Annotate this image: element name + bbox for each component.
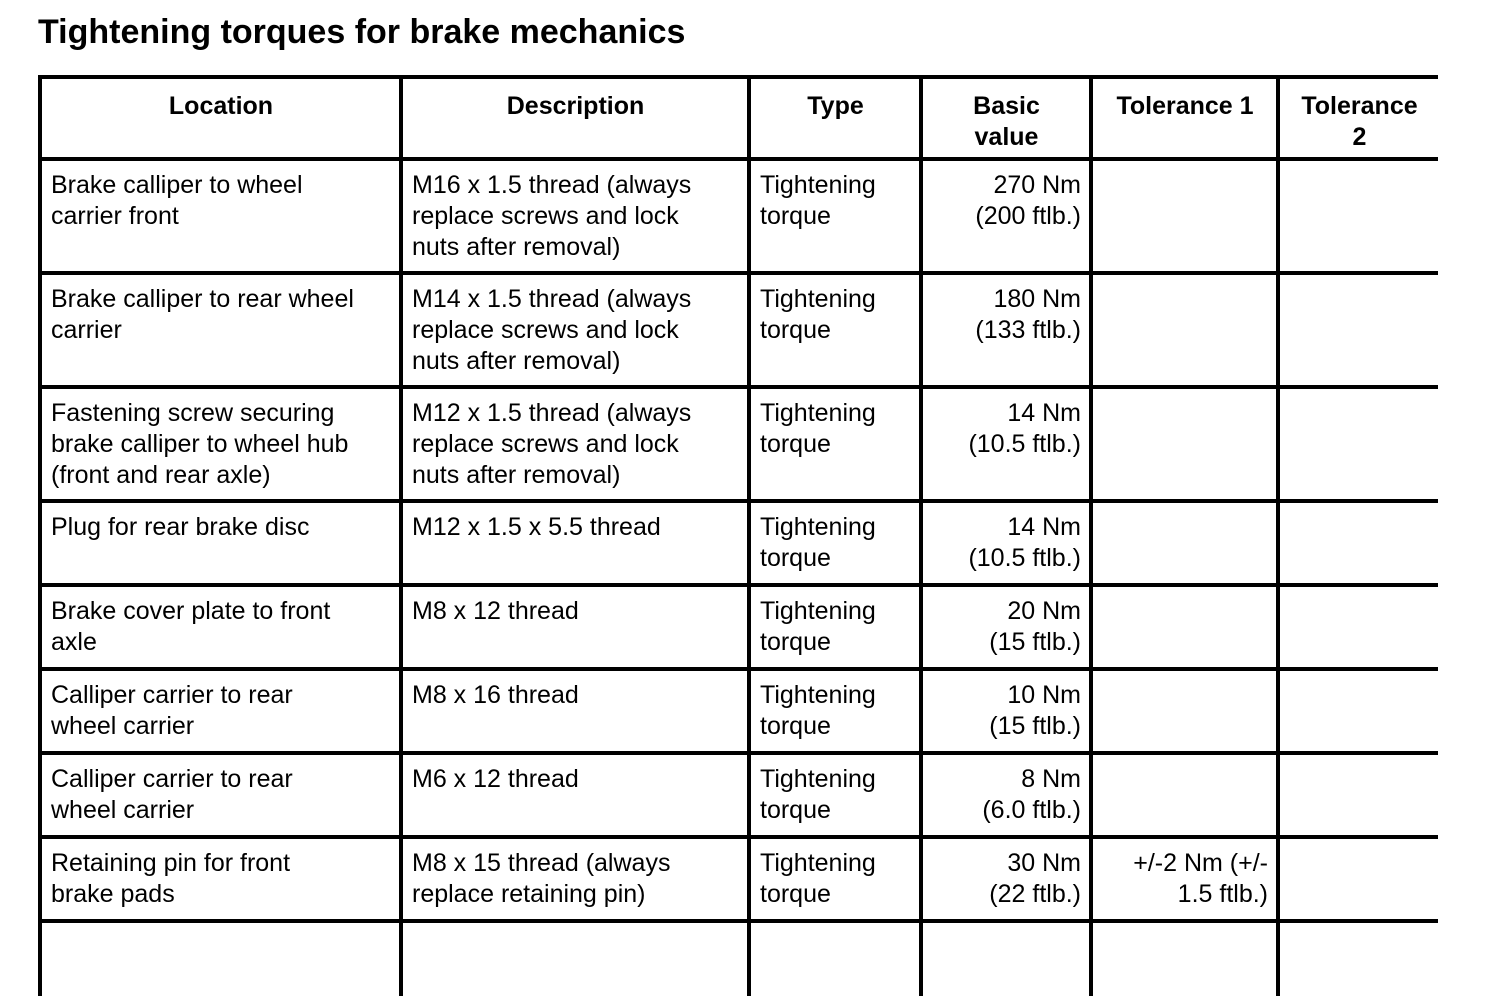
cell-line: Tightening bbox=[760, 171, 876, 199]
cell-description bbox=[401, 159, 749, 273]
table-row bbox=[40, 501, 1438, 585]
cell-tolerance-1 bbox=[1091, 837, 1278, 921]
table-row bbox=[40, 669, 1438, 753]
cell-empty bbox=[921, 921, 1091, 996]
cell-line: nuts after removal) bbox=[412, 347, 621, 375]
cell-type bbox=[749, 837, 921, 921]
cell-location bbox=[40, 669, 401, 753]
cell-basic-value bbox=[921, 753, 1091, 837]
cell-line: M16 x 1.5 thread (always bbox=[412, 171, 692, 199]
cell-line: 14 Nm bbox=[1007, 399, 1081, 427]
cell-type bbox=[749, 753, 921, 837]
header-tolerance-2 bbox=[1278, 77, 1438, 159]
cell-location bbox=[40, 837, 401, 921]
cell-line: Brake calliper to rear wheel bbox=[51, 285, 354, 313]
cell-line: Calliper carrier to rear bbox=[51, 765, 293, 793]
cell-line: 1.5 ftlb.) bbox=[1177, 880, 1268, 908]
cell-description bbox=[401, 501, 749, 585]
cell-line: 14 Nm bbox=[1007, 513, 1081, 541]
cell-line: (22 ftlb.) bbox=[989, 880, 1081, 908]
header-basic-value-line: Basic bbox=[973, 92, 1040, 120]
cell-line: M8 x 15 thread (always bbox=[412, 849, 671, 877]
cell-line: wheel carrier bbox=[51, 796, 195, 824]
cell-line: (front and rear axle) bbox=[51, 461, 271, 489]
cell-type bbox=[749, 387, 921, 501]
cell-line: 10 Nm bbox=[1007, 681, 1081, 709]
cell-line: M6 x 12 thread bbox=[412, 765, 579, 793]
cell-line: +/-2 Nm (+/- bbox=[1133, 849, 1268, 877]
cell-basic-value bbox=[921, 501, 1091, 585]
cell-type bbox=[749, 159, 921, 273]
torque-table bbox=[38, 75, 1438, 996]
cell-description bbox=[401, 585, 749, 669]
cell-line: Brake cover plate to front bbox=[51, 597, 331, 625]
cell-line: torque bbox=[760, 796, 831, 824]
header-basic-value bbox=[921, 77, 1091, 159]
cell-line: nuts after removal) bbox=[412, 233, 621, 261]
cell-line: Tightening bbox=[760, 765, 876, 793]
header-description: Description bbox=[401, 77, 749, 159]
cell-basic-value bbox=[921, 159, 1091, 273]
cell-line: Brake calliper to wheel bbox=[51, 171, 303, 199]
cell-description bbox=[401, 273, 749, 387]
cell-line: Fastening screw securing bbox=[51, 399, 335, 427]
cell-line: 30 Nm bbox=[1007, 849, 1081, 877]
table-row-empty bbox=[40, 921, 1438, 996]
cell-line: 8 Nm bbox=[1021, 765, 1081, 793]
cell-line: replace retaining pin) bbox=[412, 880, 646, 908]
cell-basic-value bbox=[921, 273, 1091, 387]
cell-line: torque bbox=[760, 316, 831, 344]
cell-description bbox=[401, 753, 749, 837]
cell-description bbox=[401, 837, 749, 921]
cell-line: Tightening bbox=[760, 399, 876, 427]
cell-tolerance-2 bbox=[1278, 273, 1438, 387]
cell-location bbox=[40, 273, 401, 387]
cell-type bbox=[749, 273, 921, 387]
cell-line: 20 Nm bbox=[1007, 597, 1081, 625]
cell-tolerance-1 bbox=[1091, 159, 1278, 273]
cell-line: M14 x 1.5 thread (always bbox=[412, 285, 692, 313]
cell-location bbox=[40, 501, 401, 585]
cell-line: M12 x 1.5 thread (always bbox=[412, 399, 692, 427]
table-row bbox=[40, 273, 1438, 387]
cell-location bbox=[40, 585, 401, 669]
cell-tolerance-1 bbox=[1091, 585, 1278, 669]
cell-line: torque bbox=[760, 202, 831, 230]
cell-line: 180 Nm bbox=[993, 285, 1081, 313]
cell-line: Retaining pin for front bbox=[51, 849, 291, 877]
cell-line: axle bbox=[51, 628, 97, 656]
torque-table-container bbox=[38, 75, 1438, 1000]
cell-line: (6.0 ftlb.) bbox=[982, 796, 1081, 824]
cell-tolerance-2 bbox=[1278, 501, 1438, 585]
cell-line: M8 x 12 thread bbox=[412, 597, 579, 625]
cell-line: M12 x 1.5 x 5.5 thread bbox=[412, 513, 661, 541]
cell-tolerance-2 bbox=[1278, 837, 1438, 921]
cell-line: (10.5 ftlb.) bbox=[968, 544, 1081, 572]
cell-line: (133 ftlb.) bbox=[975, 316, 1081, 344]
cell-line: Calliper carrier to rear bbox=[51, 681, 293, 709]
header-type: Type bbox=[749, 77, 921, 159]
cell-basic-value bbox=[921, 669, 1091, 753]
cell-line: brake calliper to wheel hub bbox=[51, 430, 349, 458]
cell-line: wheel carrier bbox=[51, 712, 195, 740]
cell-line: torque bbox=[760, 628, 831, 656]
cell-line: nuts after removal) bbox=[412, 461, 621, 489]
cell-tolerance-1 bbox=[1091, 387, 1278, 501]
header-tolerance-1: Tolerance 1 bbox=[1091, 77, 1278, 159]
cell-line: torque bbox=[760, 880, 831, 908]
cell-line: Tightening bbox=[760, 849, 876, 877]
cell-empty bbox=[1278, 921, 1438, 996]
cell-tolerance-1 bbox=[1091, 501, 1278, 585]
cell-tolerance-1 bbox=[1091, 753, 1278, 837]
cell-line: M8 x 16 thread bbox=[412, 681, 579, 709]
cell-description bbox=[401, 669, 749, 753]
cell-line: torque bbox=[760, 544, 831, 572]
cell-tolerance-2 bbox=[1278, 159, 1438, 273]
header-basic-value-line: value bbox=[974, 123, 1039, 151]
cell-empty bbox=[40, 921, 401, 996]
table-row bbox=[40, 585, 1438, 669]
cell-empty bbox=[401, 921, 749, 996]
cell-tolerance-2 bbox=[1278, 387, 1438, 501]
cell-line: (200 ftlb.) bbox=[975, 202, 1081, 230]
cell-basic-value bbox=[921, 585, 1091, 669]
cell-basic-value bbox=[921, 387, 1091, 501]
cell-line: torque bbox=[760, 712, 831, 740]
cell-type bbox=[749, 501, 921, 585]
cell-line: 270 Nm bbox=[993, 171, 1081, 199]
cell-line: replace screws and lock bbox=[412, 316, 679, 344]
cell-line: replace screws and lock bbox=[412, 202, 679, 230]
cell-line: Plug for rear brake disc bbox=[51, 513, 310, 541]
cell-line: Tightening bbox=[760, 597, 876, 625]
cell-line: carrier bbox=[51, 316, 122, 344]
cell-line: Tightening bbox=[760, 513, 876, 541]
cell-line: carrier front bbox=[51, 202, 179, 230]
header-location: Location bbox=[40, 77, 401, 159]
cell-line: brake pads bbox=[51, 880, 175, 908]
cell-basic-value bbox=[921, 837, 1091, 921]
cell-location bbox=[40, 159, 401, 273]
cell-location bbox=[40, 387, 401, 501]
cell-empty bbox=[749, 921, 921, 996]
cell-line: Tightening bbox=[760, 285, 876, 313]
cell-description bbox=[401, 387, 749, 501]
cell-tolerance-2 bbox=[1278, 669, 1438, 753]
header-tolerance-2-line: Tolerance bbox=[1301, 92, 1418, 120]
cell-line: replace screws and lock bbox=[412, 430, 679, 458]
cell-line: Tightening bbox=[760, 681, 876, 709]
cell-line: torque bbox=[760, 430, 831, 458]
cell-tolerance-1 bbox=[1091, 273, 1278, 387]
table-row bbox=[40, 753, 1438, 837]
page-title: Tightening torques for brake mechanics bbox=[38, 13, 686, 51]
cell-line: (10.5 ftlb.) bbox=[968, 430, 1081, 458]
cell-tolerance-1 bbox=[1091, 669, 1278, 753]
cell-type bbox=[749, 669, 921, 753]
header-tolerance-2-line: 2 bbox=[1352, 123, 1367, 151]
cell-tolerance-2 bbox=[1278, 753, 1438, 837]
cell-line: (15 ftlb.) bbox=[989, 628, 1081, 656]
cell-location bbox=[40, 753, 401, 837]
table-header-row bbox=[40, 77, 1438, 159]
table-row bbox=[40, 387, 1438, 501]
table-row bbox=[40, 159, 1438, 273]
cell-empty bbox=[1091, 921, 1278, 996]
cell-tolerance-2 bbox=[1278, 585, 1438, 669]
cell-type bbox=[749, 585, 921, 669]
table-row bbox=[40, 837, 1438, 921]
cell-line: (15 ftlb.) bbox=[989, 712, 1081, 740]
